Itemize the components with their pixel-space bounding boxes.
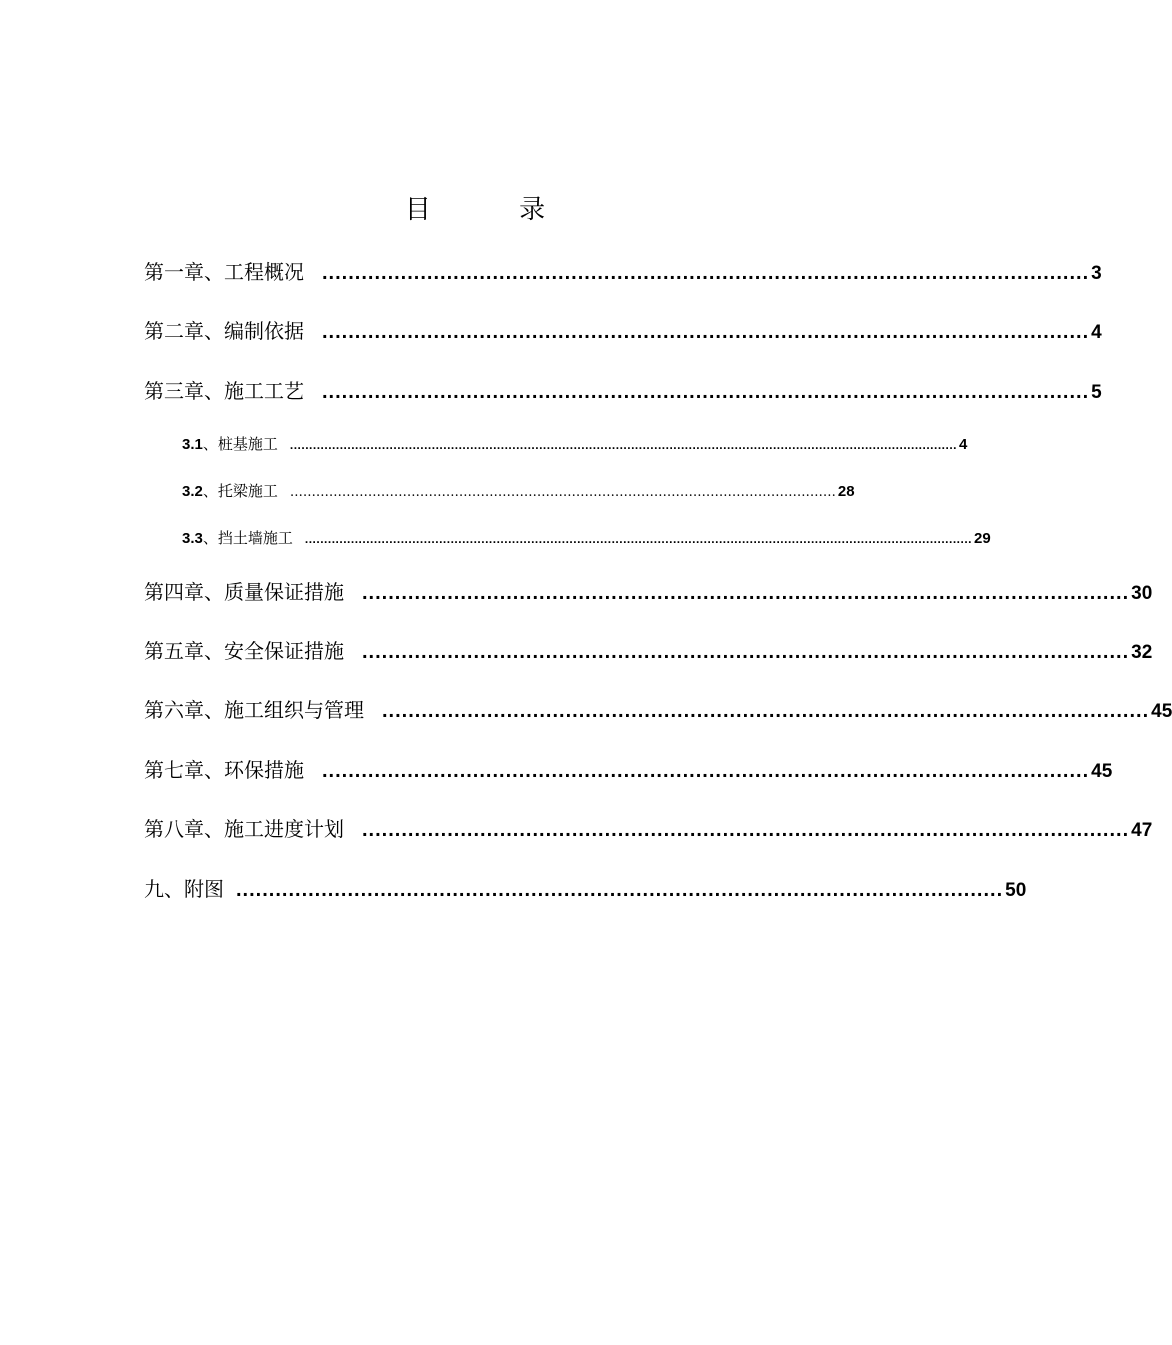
toc-entry-number: 3.3 — [182, 530, 203, 547]
toc-entry-label: 、托梁施工 — [202, 482, 278, 500]
toc-leader-dots: ..................................................................................................................... — [322, 381, 1090, 403]
toc-entry-page: 32 — [1131, 642, 1153, 663]
toc-entry-label: 、桩基施工 — [202, 435, 278, 453]
toc-entry-ch7[interactable] — [144, 756, 1113, 786]
toc-entry-page: 3 — [1091, 263, 1102, 284]
toc-leader-dots: ……………………………………………………………………………………………………………… — [289, 485, 836, 500]
toc-entry-label: 九、附图 — [144, 877, 224, 901]
toc-leader-dots: ..................................................................................................................... — [236, 879, 1004, 901]
toc-entry-page: 28 — [837, 483, 855, 500]
toc-leader-dots: .............................................................................................................................................................................. — [304, 532, 972, 546]
toc-entry-number: 3.1 — [182, 436, 203, 453]
toc-leader-dots: .............................................................................................................................................................................. — [289, 438, 957, 452]
toc-leader-dots: ..................................................................................................................... — [382, 700, 1150, 722]
toc-entry-label: 第三章、施工工艺 — [144, 379, 304, 403]
toc-entry-label: 第五章、安全保证措施 — [144, 639, 344, 663]
toc-entry-ch8[interactable] — [144, 815, 1153, 845]
toc-entry-page: 47 — [1131, 820, 1153, 841]
toc-leader-dots: ..................................................................................................................... — [322, 321, 1090, 343]
toc-leader-dots: ..................................................................................................................... — [362, 819, 1130, 841]
toc-entry-page: 50 — [1005, 880, 1027, 901]
toc-entry-ch6[interactable] — [144, 696, 1172, 726]
toc-entry-ch3[interactable] — [144, 377, 1102, 407]
toc-entry-page: 45 — [1091, 761, 1113, 782]
toc-entry-number: 3.2 — [182, 483, 203, 500]
toc-entry-3-3[interactable] — [182, 527, 991, 550]
toc-entry-page: 4 — [959, 436, 968, 453]
toc-entry-label: 第七章、环保措施 — [144, 758, 304, 782]
toc-entry-label: 第八章、施工进度计划 — [144, 817, 344, 841]
toc-title: 目 录 — [404, 195, 586, 225]
toc-entry-ch2[interactable] — [144, 317, 1102, 347]
toc-entry-label: 第四章、质量保证措施 — [144, 580, 344, 604]
toc-entry-appendix[interactable] — [144, 875, 1027, 905]
toc-leader-dots: ..................................................................................................................... — [322, 262, 1090, 284]
toc-entry-ch1[interactable] — [144, 258, 1102, 288]
toc-entry-page: 45 — [1151, 701, 1172, 722]
toc-entry-label: 、挡土墙施工 — [202, 529, 293, 547]
toc-leader-dots: ..................................................................................................................... — [322, 760, 1090, 782]
toc-entry-3-1[interactable] — [182, 433, 968, 456]
toc-entry-page: 4 — [1091, 322, 1102, 343]
toc-entry-page: 30 — [1131, 583, 1153, 604]
toc-entry-label: 第六章、施工组织与管理 — [144, 698, 364, 722]
toc-entry-page: 29 — [974, 530, 991, 547]
toc-entry-label: 第一章、工程概况 — [144, 260, 304, 284]
toc-entry-ch4[interactable] — [144, 578, 1153, 608]
toc-entry-label: 第二章、编制依据 — [144, 319, 304, 343]
toc-leader-dots: ..................................................................................................................... — [362, 582, 1130, 604]
toc-leader-dots: ..................................................................................................................... — [362, 641, 1130, 663]
toc-entry-page: 5 — [1091, 382, 1102, 403]
toc-entry-ch5[interactable] — [144, 637, 1153, 667]
toc-entry-3-2[interactable] — [182, 480, 855, 504]
